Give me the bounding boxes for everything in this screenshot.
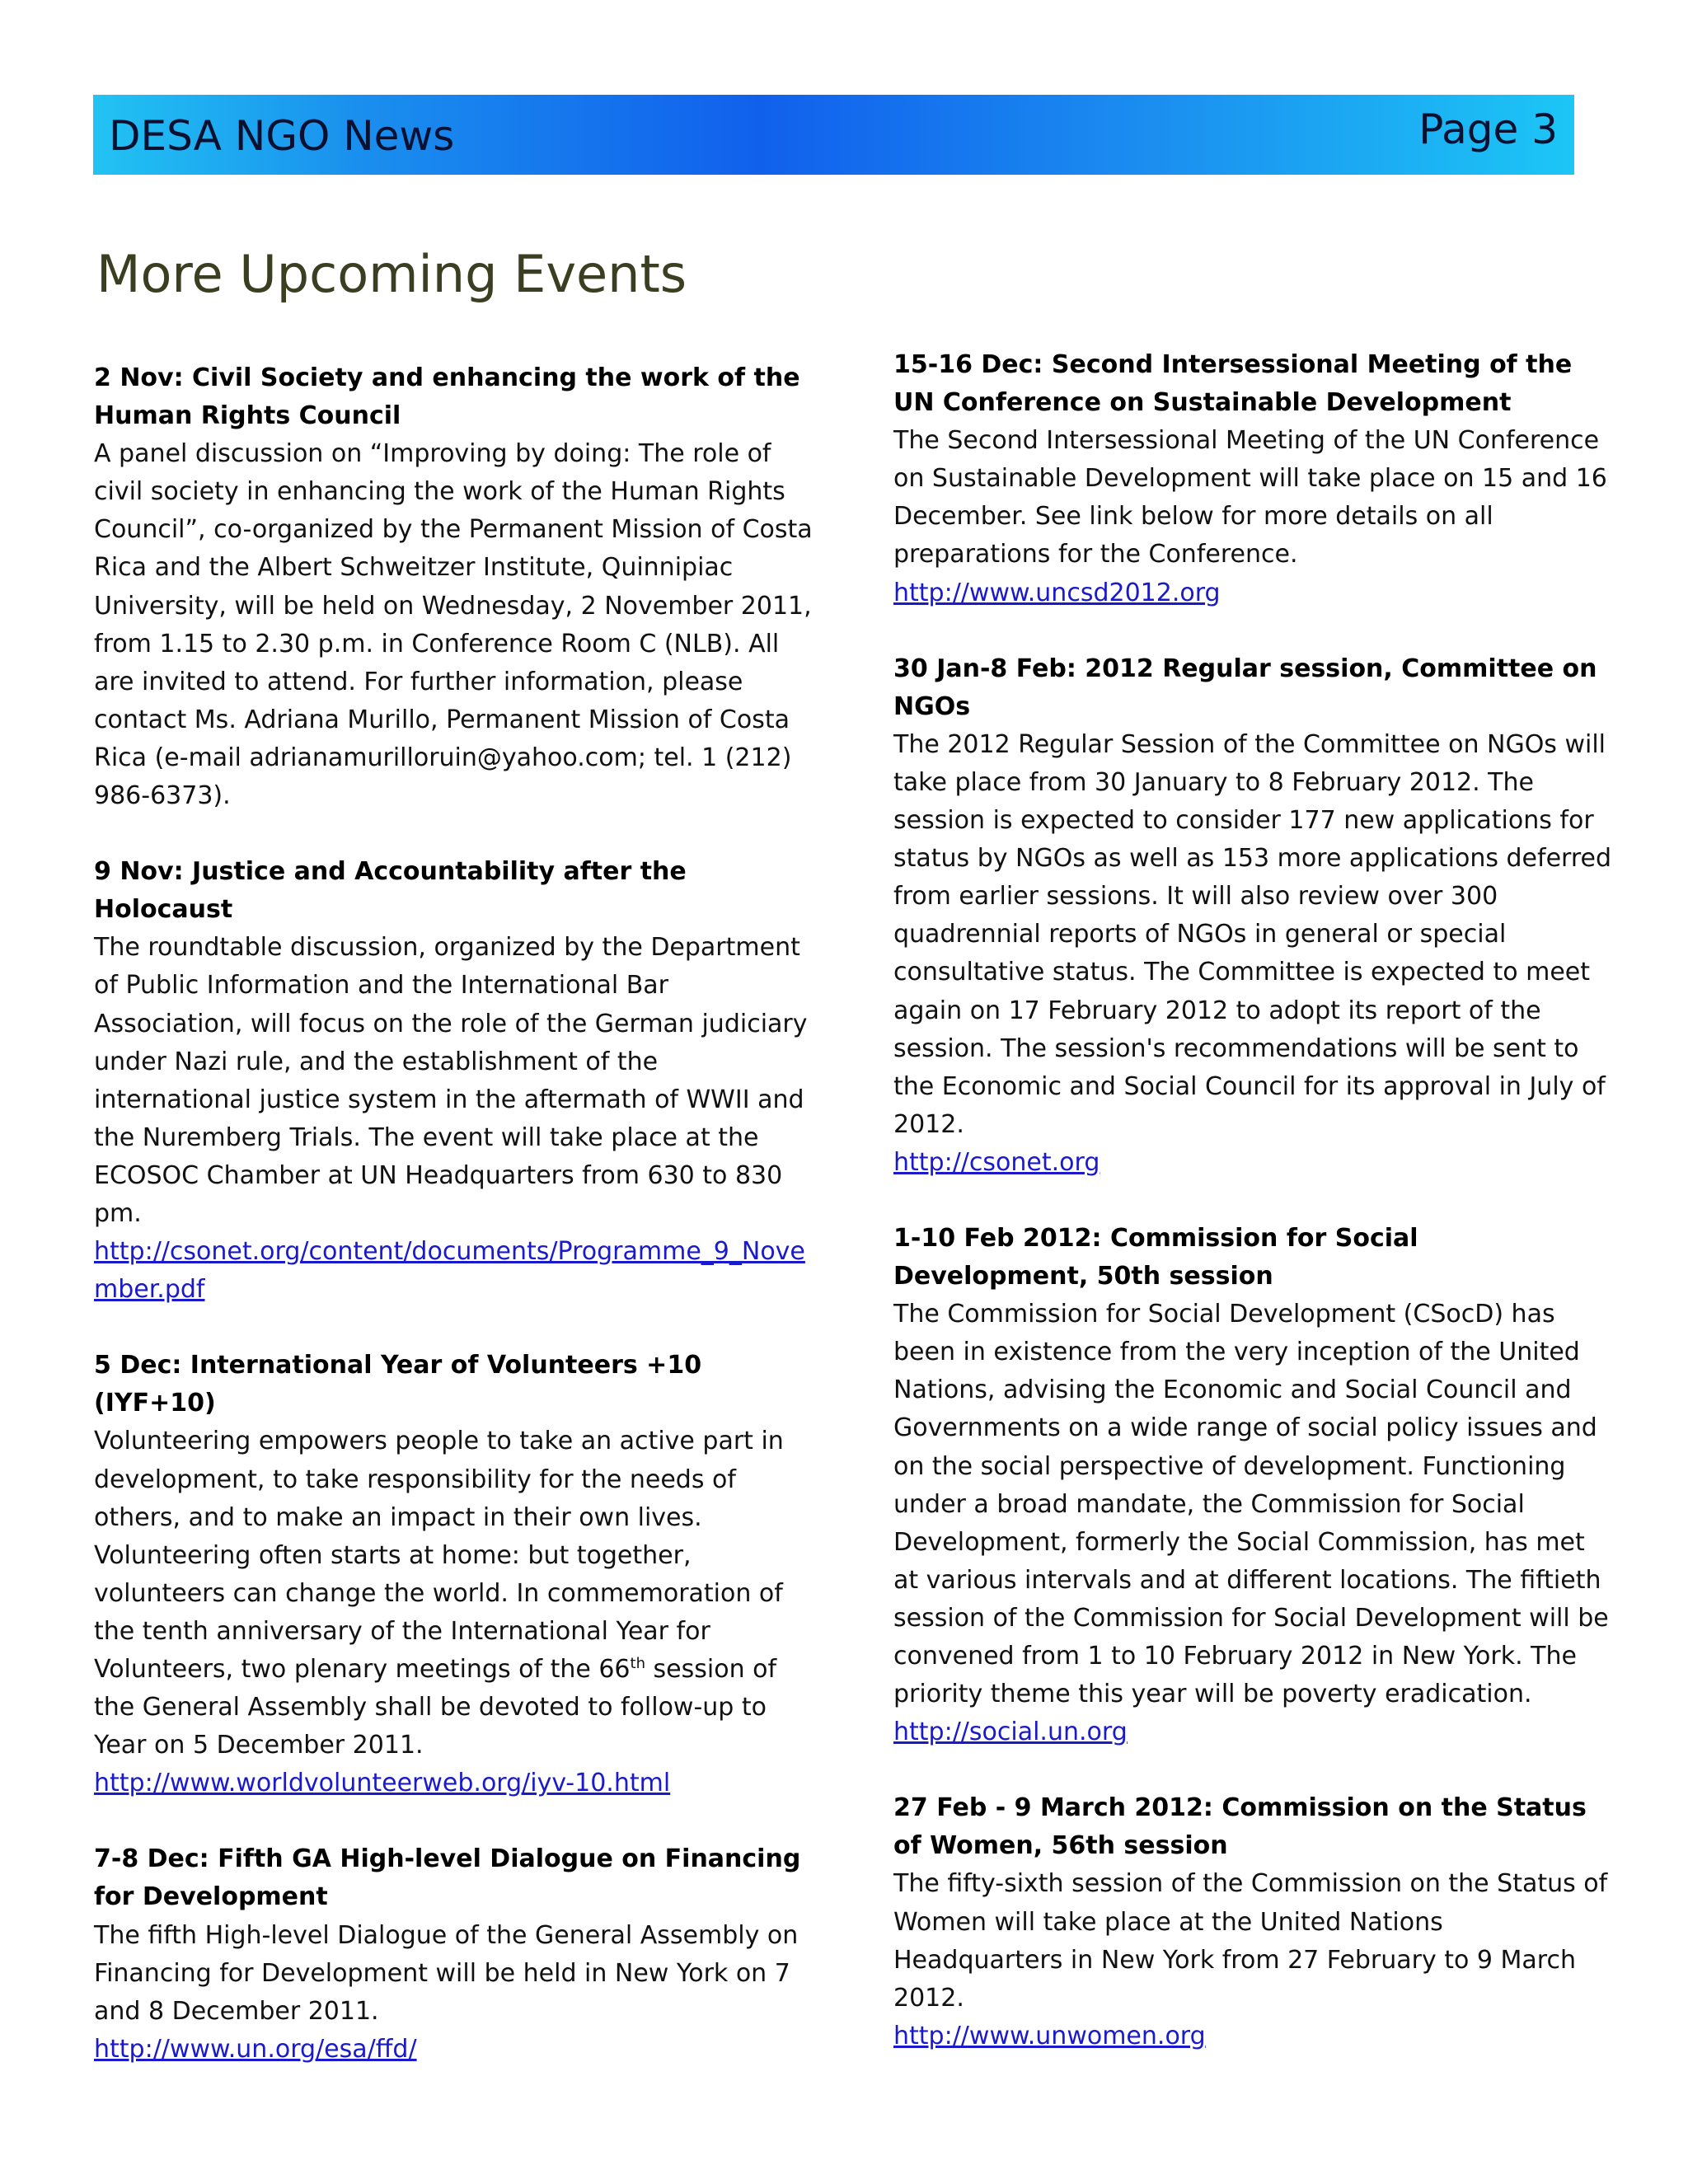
event-item bbox=[94, 853, 819, 1309]
event-link[interactable]: http://www.un.org/esa/ffd/ bbox=[94, 2034, 417, 2064]
newsletter-title: DESA NGO News bbox=[109, 112, 455, 160]
event-title: 5 Dec: International Year of Volunteers +10 (IYF+10) bbox=[94, 1351, 702, 1418]
left-column bbox=[94, 359, 819, 2107]
event-description: The Second Intersessional Meeting of the UN Conference on Sustainable Development will take place on 15 and 16 December. See link below for more details on all preparations for the Conference. bbox=[893, 426, 1607, 569]
event-link[interactable]: http://social.un.org bbox=[893, 1718, 1128, 1747]
event-item bbox=[94, 1840, 819, 2069]
event-item bbox=[893, 1789, 1615, 2055]
event-description: The 2012 Regular Session of the Committee on NGOs will take place from 30 January to 8 February 2012. The session is expected to consider 177 new applications for status by NGOs as well as 153 more applications deferred from earlier sessions. It will also review over 300 quadrennial reports of NGOs in general or special consultative status. The Committee is expected to meet again on 17 February 2012 to adopt its report of the session. The session's recommendations will be sent to the Economic and Social Council for its approval in July of 2012. bbox=[893, 729, 1612, 1139]
event-item bbox=[94, 1347, 819, 1802]
event-description: The Commission for Social Development (CSocD) has been in existence from the very inception of the United Nations, advising the Economic and Social Council and Governments on a wide range of social policy issues and on the social perspective of development. Functioning under a broad mandate, the Commission for Social Development, formerly the Social Commission, has met at various intervals and at different locations. The fiftieth session of the Commission for Social Development will be convened from 1 to 10 February 2012 in New York. The priority theme this year will be poverty eradication. bbox=[893, 1300, 1609, 1709]
event-description: The roundtable discussion, organized by the Department of Public Information and the International Bar Association, will focus on the role of the German judiciary under Nazi rule, and the establishment of the international justice system in the aftermath of WWII and the Nuremberg Trials. The event will take place at the ECOSOC Chamber at UN Headquarters from 630 to 830 pm. bbox=[94, 933, 808, 1228]
header-bar bbox=[93, 95, 1574, 175]
right-column bbox=[893, 346, 1615, 2093]
event-link[interactable]: http://www.uncsd2012.org bbox=[893, 578, 1221, 607]
event-link[interactable]: http://www.worldvolunteerweb.org/iyv-10.html bbox=[94, 1769, 671, 1798]
ordinal-suffix: th bbox=[630, 1655, 645, 1672]
event-link[interactable]: http://csonet.org bbox=[893, 1147, 1100, 1177]
event-title: 30 Jan-8 Feb: 2012 Regular session, Committee on NGOs bbox=[893, 654, 1597, 721]
event-description: The fifth High-level Dialogue of the General Assembly on Financing for Development will be held in New York on 7 and 8 December 2011. bbox=[94, 1920, 799, 2026]
event-item bbox=[94, 359, 819, 815]
event-description bbox=[94, 1422, 819, 1765]
event-item bbox=[893, 650, 1615, 1182]
event-title: 15-16 Dec: Second Intersessional Meeting of the UN Conference on Sustainable Development bbox=[893, 350, 1573, 418]
event-title: 9 Nov: Justice and Accountability after the Holocaust bbox=[94, 857, 687, 925]
event-title: 27 Feb - 9 March 2012: Commission on the Status of Women, 56th session bbox=[893, 1793, 1587, 1861]
event-link[interactable]: http://csonet.org/content/documents/Programme_9_November.pdf bbox=[94, 1237, 805, 1305]
event-description: The fifty-sixth session of the Commission on the Status of Women will take place at the United Nations Headquarters in New York from 27 February to 9 March 2012. bbox=[893, 1869, 1608, 2013]
event-item bbox=[893, 1220, 1615, 1751]
section-title: More Upcoming Events bbox=[96, 244, 687, 304]
event-description-part: Volunteering empowers people to take an active part in development, to take responsibility for the needs of others, and to make an impact in their own lives. Volunteering often starts at home: but together, volunteers can change the world. In commemoration of the tenth anniversary of the International Year for Volunteers, two plenary meetings of the 66 bbox=[94, 1427, 784, 1684]
event-title: 1-10 Feb 2012: Commission for Social Development, 50th session bbox=[893, 1223, 1418, 1291]
page-number: Page 3 bbox=[1418, 105, 1558, 153]
event-item bbox=[893, 346, 1615, 612]
event-title: 2 Nov: Civil Society and enhancing the work of the Human Rights Council bbox=[94, 363, 800, 431]
event-description: A panel discussion on “Improving by doing: The role of civil society in enhancing the work of the Human Rights Council”, co-organized by the Permanent Mission of Costa Rica and the Albert Schweitzer Institute, Quinnipiac University, will be held on Wednesday, 2 November 2011, from 1.15 to 2.30 p.m. in Conference Room C (NLB). All are invited to attend. For further information, please contact Ms. Adriana Murillo, Permanent Mission of Costa Rica (e-mail adrianamurilloruin@yahoo.com; tel. 1 (212) 986-6373). bbox=[94, 439, 813, 811]
event-title: 7-8 Dec: Fifth GA High-level Dialogue on Financing for Development bbox=[94, 1844, 801, 1912]
event-description-part: session of the General Assembly shall be devoted to follow-up to Year on 5 December 2011. bbox=[94, 1655, 777, 1760]
event-link[interactable]: http://www.unwomen.org bbox=[893, 2021, 1206, 2050]
